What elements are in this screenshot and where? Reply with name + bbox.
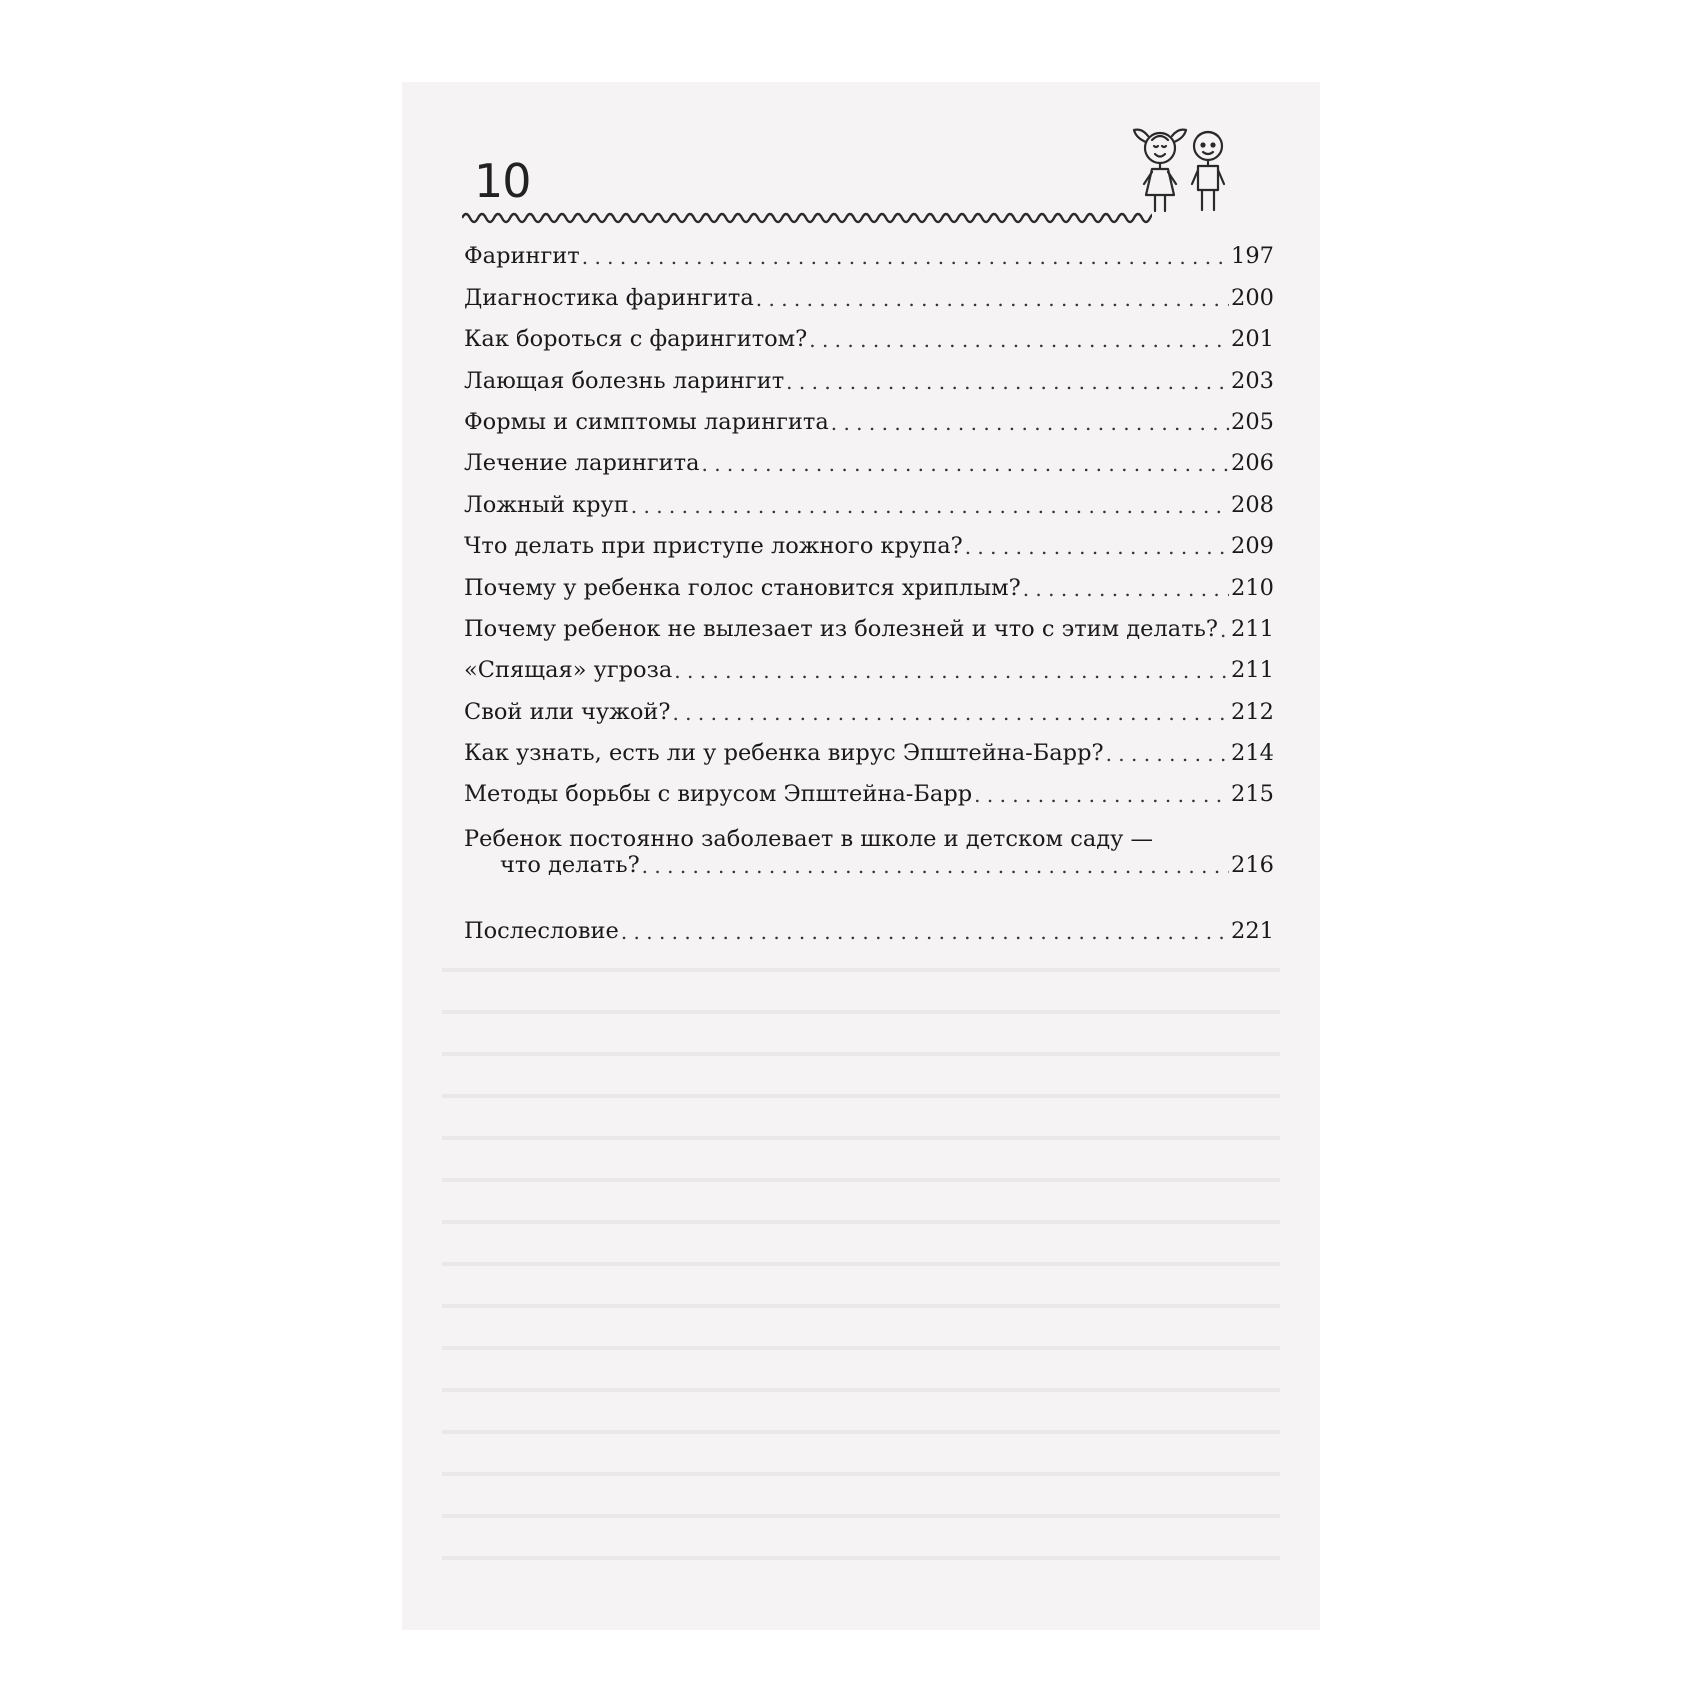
dot-leader [965, 535, 1229, 559]
toc-entry [464, 228, 1274, 269]
toc-entry [464, 435, 1274, 476]
toc-entry [464, 902, 1274, 943]
dot-leader [786, 370, 1229, 394]
toc-entry-title: Диагностика фарингита [464, 284, 754, 311]
toc-entry-title: Лечение ларингита [464, 450, 700, 477]
toc-entry-title: Ребенок постоянно заболевает в школе и детском саду — [464, 826, 1153, 853]
toc-entry-page: 212 [1231, 698, 1274, 725]
toc-entry-page: 216 [1231, 852, 1274, 879]
toc-entry-title: Формы и симптомы ларингита [464, 408, 829, 435]
toc-entry-title: Методы борьбы с вирусом Эпштейна-Барр [464, 781, 973, 808]
toc-entry-title: Как бороться с фарингитом? [464, 326, 808, 353]
toc-entry-page: 211 [1231, 615, 1274, 642]
dot-leader [672, 701, 1229, 725]
dot-leader [974, 783, 1229, 807]
dot-leader [582, 245, 1229, 269]
toc-entry-page: 200 [1231, 284, 1274, 311]
toc-entry-page: 209 [1231, 533, 1274, 560]
toc-entry-page: 205 [1231, 408, 1274, 435]
toc-entry-page: 201 [1231, 326, 1274, 353]
toc-entry [464, 601, 1274, 642]
toc-entry-title: Что делать при приступе ложного крупа? [464, 533, 963, 560]
wavy-divider [462, 206, 1152, 228]
dot-leader [631, 494, 1229, 518]
toc-entry [464, 518, 1274, 559]
dot-leader [809, 328, 1229, 352]
toc-entry-title: Ложный круп [464, 491, 629, 518]
toc-entry [464, 311, 1274, 352]
table-of-contents [464, 228, 1274, 944]
toc-entry-title: «Спящая» угроза [464, 657, 673, 684]
toc-entry [464, 352, 1274, 393]
book-page [402, 82, 1320, 1630]
dot-leader [1023, 577, 1229, 601]
toc-entry-title: Послесловие [464, 917, 619, 944]
dot-leader [1220, 618, 1229, 642]
dot-leader [642, 854, 1229, 878]
toc-entry-page: 210 [1231, 574, 1274, 601]
toc-entry-page: 208 [1231, 491, 1274, 518]
toc-entry-title: Лающая болезнь ларингит [464, 367, 785, 394]
dot-leader [756, 287, 1229, 311]
dot-leader [674, 659, 1229, 683]
toc-entry-page: 211 [1231, 657, 1274, 684]
toc-entry [464, 476, 1274, 517]
toc-entry-title: Как узнать, есть ли у ребенка вирус Эпштейна-Барр? [464, 740, 1104, 767]
toc-entry-page: 203 [1231, 367, 1274, 394]
toc-entry [464, 725, 1274, 766]
toc-entry-page: 206 [1231, 450, 1274, 477]
toc-entry [464, 766, 1274, 807]
toc-entry-title: Почему у ребенка голос становится хриплым? [464, 574, 1021, 601]
toc-entry-title-continued: что делать? [500, 852, 640, 879]
toc-entry [464, 559, 1274, 600]
toc-entry [464, 683, 1274, 724]
toc-entry-page: 215 [1231, 781, 1274, 808]
dot-leader [702, 452, 1230, 476]
toc-entry-title: Почему ребенок не вылезает из болезней и что с этим делать? [464, 615, 1218, 642]
toc-entry [464, 642, 1274, 683]
toc-entry-title: Свой или чужой? [464, 698, 671, 725]
show-through-texture [442, 942, 1280, 1590]
toc-entry-page: 221 [1231, 917, 1274, 944]
toc-entry-page: 197 [1231, 243, 1274, 270]
page-number: 10 [474, 154, 531, 208]
children-illustration [1122, 112, 1242, 232]
toc-entry [464, 394, 1274, 435]
toc-entry-page: 214 [1231, 740, 1274, 767]
toc-entry-title: Фарингит [464, 243, 580, 270]
toc-entry [464, 807, 1274, 890]
dot-leader [1106, 742, 1229, 766]
toc-entry [464, 269, 1274, 310]
dot-leader [621, 920, 1229, 944]
dot-leader [831, 411, 1229, 435]
